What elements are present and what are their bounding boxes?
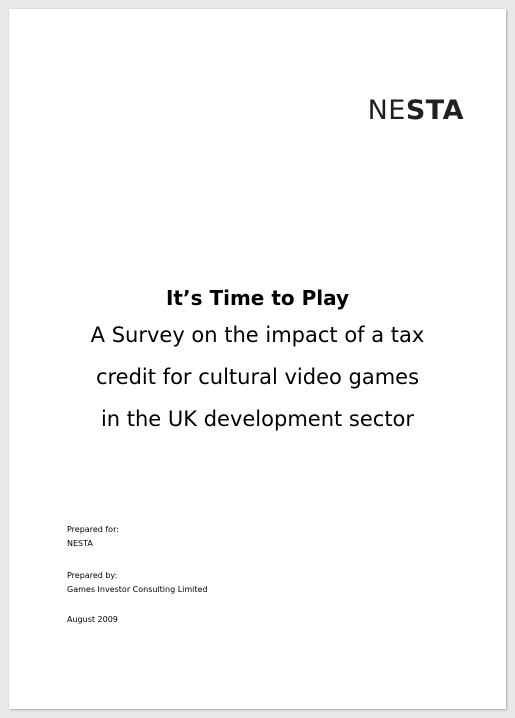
nesta-logo — [368, 97, 464, 124]
prepared-for-value: NESTA — [67, 539, 93, 548]
subtitle-line: A Survey on the impact of a tax — [90, 323, 425, 347]
logo-text-light: NE — [367, 95, 406, 126]
document-subtitle — [9, 314, 506, 440]
prepared-for-label: Prepared for: — [67, 525, 119, 534]
prepared-by-block — [67, 569, 208, 597]
document-page — [9, 9, 506, 709]
date-block — [67, 613, 118, 627]
prepared-for-block — [67, 523, 119, 551]
prepared-by-label: Prepared by: — [67, 571, 118, 580]
document-title: It’s Time to Play — [165, 286, 350, 310]
document-date: August 2009 — [67, 615, 118, 624]
subtitle-line: credit for cultural video games — [95, 365, 420, 389]
prepared-by-value: Games Investor Consulting Limited — [67, 585, 208, 594]
subtitle-line: in the UK development sector — [100, 407, 415, 431]
logo-text-bold: STA — [405, 95, 464, 126]
title-block — [9, 285, 506, 440]
